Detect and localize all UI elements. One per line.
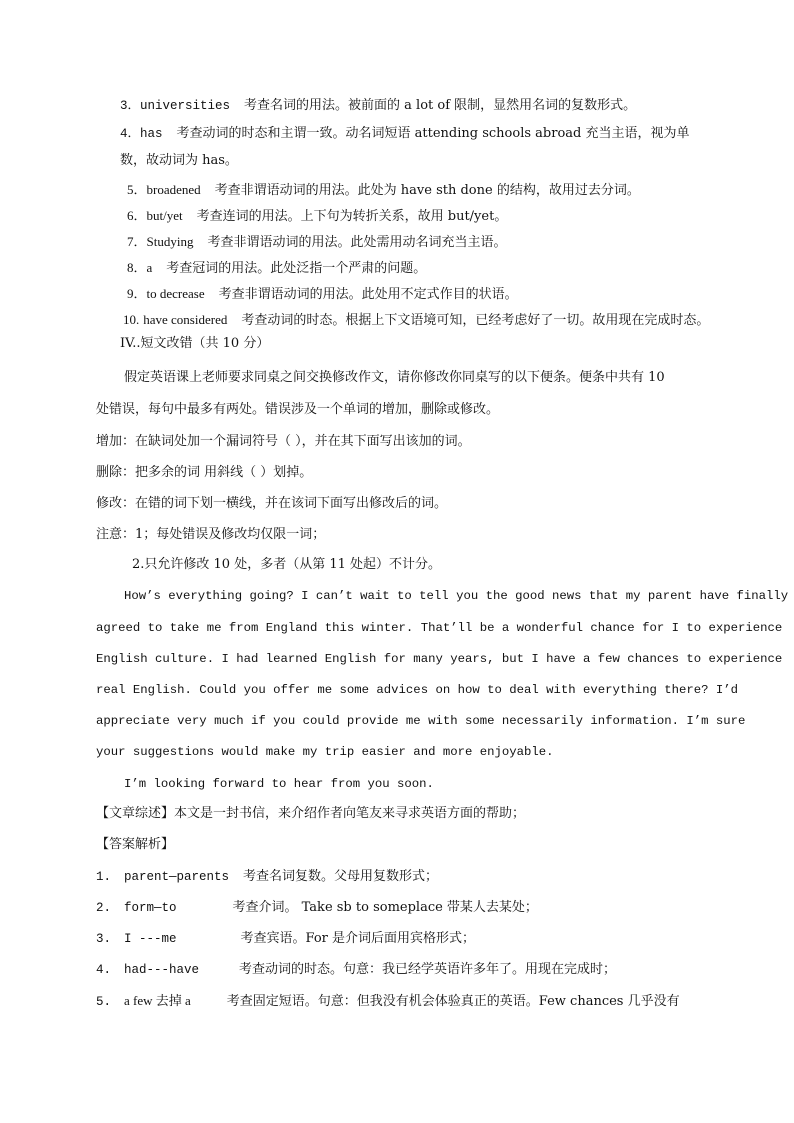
correction-2	[96, 900, 538, 916]
answer-number: 5．	[127, 182, 147, 197]
correction-fix: I ---me	[124, 932, 177, 946]
answer-number: 9．	[127, 286, 147, 301]
correction-fix: parent—parents	[124, 870, 230, 884]
section-title: IV..短文改错（共 10 分）	[120, 336, 270, 351]
correction-fix: form—to	[124, 901, 177, 915]
instruction-note-2: 2.只允许修改 10 处，多者（从第 11 处起）不计分。	[132, 557, 442, 572]
answer-10	[123, 312, 709, 329]
correction-explanation: 考查名词复数。父母用复数形式；	[243, 869, 439, 884]
instruction-delete: 删除：把多余的词 用斜线（ ）划掉。	[96, 465, 313, 480]
answer-word: broadened	[146, 182, 201, 197]
answer-number: 3．	[120, 99, 141, 113]
instruction-intro: 假定英语课上老师要求同桌之间交换修改作文，请你修改你同桌写的以下便条。便条中共有 10	[124, 370, 665, 385]
answer-number: 10.	[123, 312, 140, 327]
correction-explanation: 考查固定短语。句意：但我没有机会体验真正的英语。Few chances 几乎没有	[226, 994, 680, 1009]
answer-word: universities	[140, 99, 231, 113]
correction-5	[96, 993, 680, 1010]
answer-explanation: 数，故动词为 has。	[120, 153, 238, 168]
answer-number: 8．	[127, 260, 147, 275]
passage-line: English culture. I had learned English for many years, but I have a few chances to experience	[96, 652, 783, 666]
answer-explanation: 考查非谓语动词的用法。此处为 have sth done 的结构，故用过去分词。	[214, 183, 640, 198]
passage-line: appreciate very much if you could provide me with some necessarily information. I’m sure	[96, 714, 746, 728]
correction-fix: a few 去掉 a	[124, 993, 191, 1008]
correction-number: 3.	[96, 932, 112, 946]
passage-line: your suggestions would make my trip easier and more enjoyable.	[96, 745, 554, 759]
answer-word: to decrease	[146, 286, 205, 301]
correction-fix: had---have	[124, 963, 200, 977]
answer-number: 4．	[120, 127, 141, 141]
correction-number: 1.	[96, 870, 112, 884]
answer-5	[127, 182, 640, 199]
answer-explanation: 考查名词的用法。被前面的 a lot of 限制，显然用名词的复数形式。	[244, 98, 637, 113]
instruction-modify: 修改：在错的词下划一横线，并在该词下面写出修改后的词。	[96, 496, 448, 511]
passage-line: real English. Could you offer me some advices on how to deal with everything there? I’d	[96, 683, 739, 697]
answer-explanation: 考查动词的时态。根据上下文语境可知，已经考虑好了一切。故用现在完成时态。	[241, 313, 710, 328]
answer-word: a	[146, 260, 153, 275]
answer-6	[127, 208, 507, 225]
correction-number: 4.	[96, 963, 112, 977]
answer-explanation: 考查动词的时态和主谓一致。动名词短语 attending schools abroad 充当主语，视为单	[176, 126, 690, 141]
passage-line: How’s everything going? I can’t wait to tell you the good news that my parent have finally	[124, 589, 789, 603]
answer-explanation: 考查非谓语动词的用法。此处需用动名词充当主语。	[207, 235, 507, 250]
instruction-intro-continued: 处错误，每句中最多有两处。错误涉及一个单词的增加，删除或修改。	[96, 402, 500, 417]
answer-number: 7．	[127, 234, 147, 249]
answer-word: but/yet	[146, 208, 183, 223]
answer-number: 6．	[127, 208, 147, 223]
correction-4	[96, 962, 616, 978]
answer-3	[120, 98, 636, 114]
answer-explanation: 考查连词的用法。上下句为转折关系，故用 but/yet。	[196, 209, 508, 224]
correction-number: 2.	[96, 901, 112, 915]
answer-9	[127, 286, 518, 303]
passage-closing: I’m looking forward to hear from you soon.	[124, 777, 434, 791]
correction-3	[96, 931, 475, 947]
answer-word: Studying	[146, 234, 194, 249]
analysis-title: 【答案解析】	[96, 837, 175, 852]
article-summary: 【文章综述】本文是一封书信，来介绍作者向笔友来寻求英语方面的帮助；	[96, 806, 526, 821]
correction-explanation: 考查宾语。For 是介词后面用宾格形式；	[240, 931, 475, 946]
answer-4-continued	[120, 153, 238, 169]
answer-7	[127, 234, 507, 251]
correction-explanation: 考查动词的时态。句意：我已经学英语许多年了。用现在完成时；	[239, 962, 617, 977]
correction-number: 5.	[96, 995, 112, 1009]
answer-4	[120, 126, 690, 142]
correction-explanation: 考查介词。 Take sb to someplace 带某人去某处；	[232, 900, 538, 915]
answer-explanation: 考查冠词的用法。此处泛指一个严肃的问题。	[166, 261, 427, 276]
answer-word: has	[140, 127, 163, 141]
correction-1	[96, 869, 438, 885]
passage-line: agreed to take me from England this winter. That’ll be a wonderful chance for I to experience	[96, 621, 783, 635]
instruction-add: 增加：在缺词处加一个漏词符号（ ），并在其下面写出该加的词。	[96, 434, 471, 449]
answer-word: have considered	[143, 312, 228, 327]
answer-8	[127, 260, 426, 277]
answer-explanation: 考查非谓语动词的用法。此处用不定式作目的状语。	[218, 287, 518, 302]
instruction-note-1: 注意：1；每处错误及修改均仅限一词；	[96, 527, 326, 542]
